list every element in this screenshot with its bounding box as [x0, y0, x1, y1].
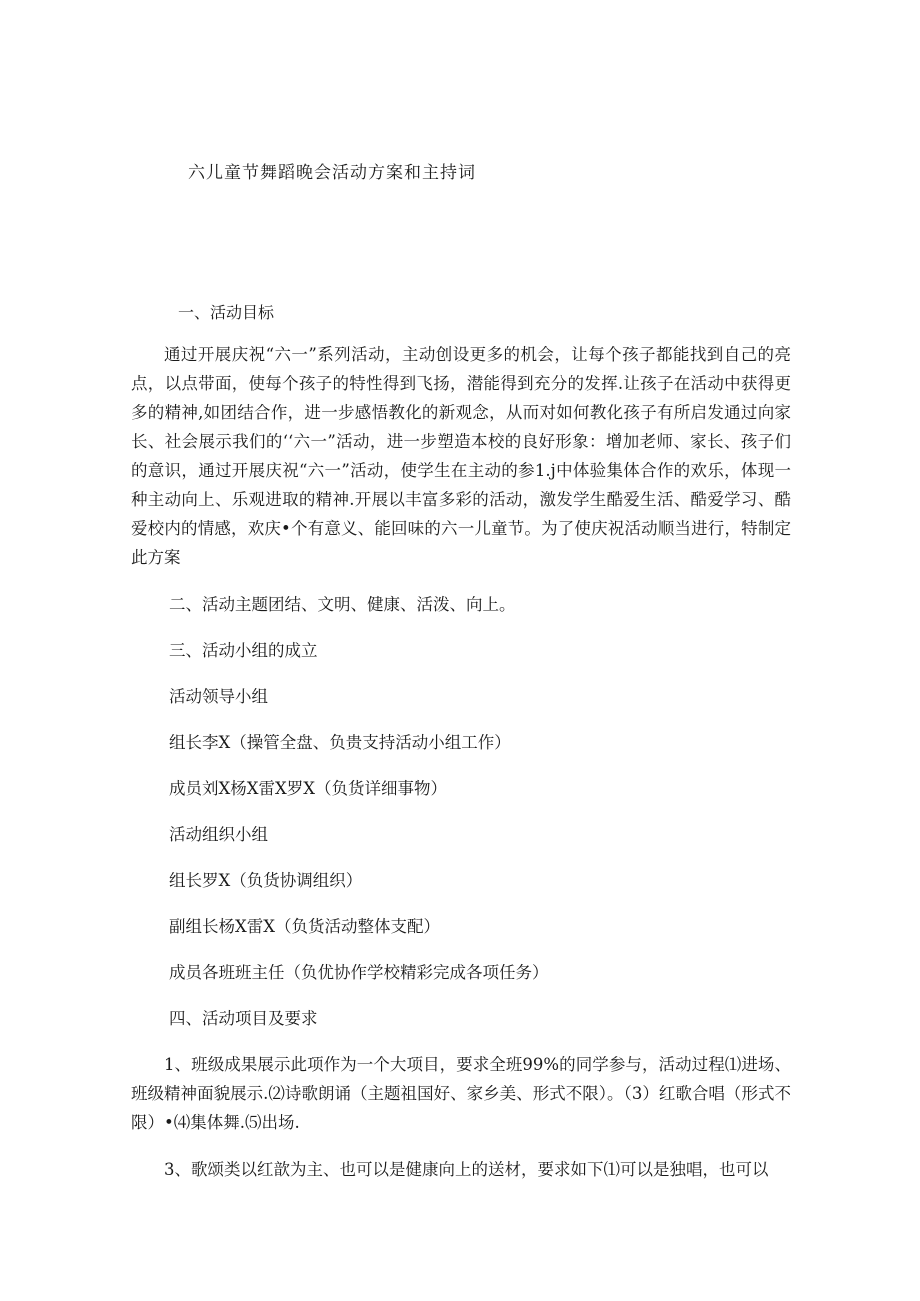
leader-line: 组长李X（操管全盘、负贵支持活动小组工作）	[169, 733, 511, 752]
document-body	[131, 340, 791, 1202]
paragraph-item-3: 3、歌颂类以红歆为主、也可以是健康向上的送材，要求如下⑴可以是独唱，也可以	[164, 1160, 769, 1179]
section-heading-items: 四、活动项目及要求	[169, 1009, 318, 1028]
members-line-1: 成员刘X杨X雷X罗X（负货详细事物）	[169, 779, 447, 798]
section-heading-theme: 二、活动主题团结、文明、健康、活泼、向上。	[169, 595, 516, 614]
paragraph-item-1: 1、班级成果展示此项作为一个大项目，要求全班99%的同学参与，活动过程⑴进场、班级精神面貌展示.⑵诗歌朗诵（主题祖国好、家乡美、形式不限）。（3）红歌合唱（形式不限）•⑷集体舞.⑸出场.	[131, 1055, 791, 1132]
leadership-group-label: 活动领导小组	[169, 687, 268, 706]
section-heading-groups: 三、活动小组的成立	[169, 641, 318, 660]
members-line-2: 成员各班班主任（负优协作学校精彩完成各项任务）	[169, 963, 549, 982]
document-title: 六儿童节舞蹈晚会活动方案和主持词	[188, 163, 476, 183]
org-leader-line: 组长罗X（负货协调组织）	[169, 871, 363, 890]
vice-leader-line: 副组长杨X雷X（负货活动整体支配）	[169, 917, 440, 936]
organizing-group-label: 活动组织小组	[169, 825, 268, 844]
section-heading-goal: 一、活动目标	[178, 303, 275, 322]
paragraph-goal: 通过开展庆祝“六一”系列活动，主动创设更多的机会，让每个孩子都能找到自己的亮点，以点带面，使每个孩子的特性得到飞扬，潜能得到充分的发挥.让孩子在活动中获得更多的精神,如团结合作，进一步感悟教化的新观念，从而对如何教化孩子有所启发通过向家长、社会展示我们的‘‘六一”活动，进一步塑造本校的良好形象：增加老师、家长、孩子们的意识，通过开展庆祝“六一”活动，使学生在主动的参1.j中体验集体合作的欢乐，体现一种主动向上、乐观进取的精神.开展以丰富多彩的活动，激发学生酷爱生活、酷爱学习、酷爱校内的情感，欢庆•个有意义、能回味的六一儿童节。为了使庆祝活动顺当进行，特制定此方案	[131, 345, 791, 567]
